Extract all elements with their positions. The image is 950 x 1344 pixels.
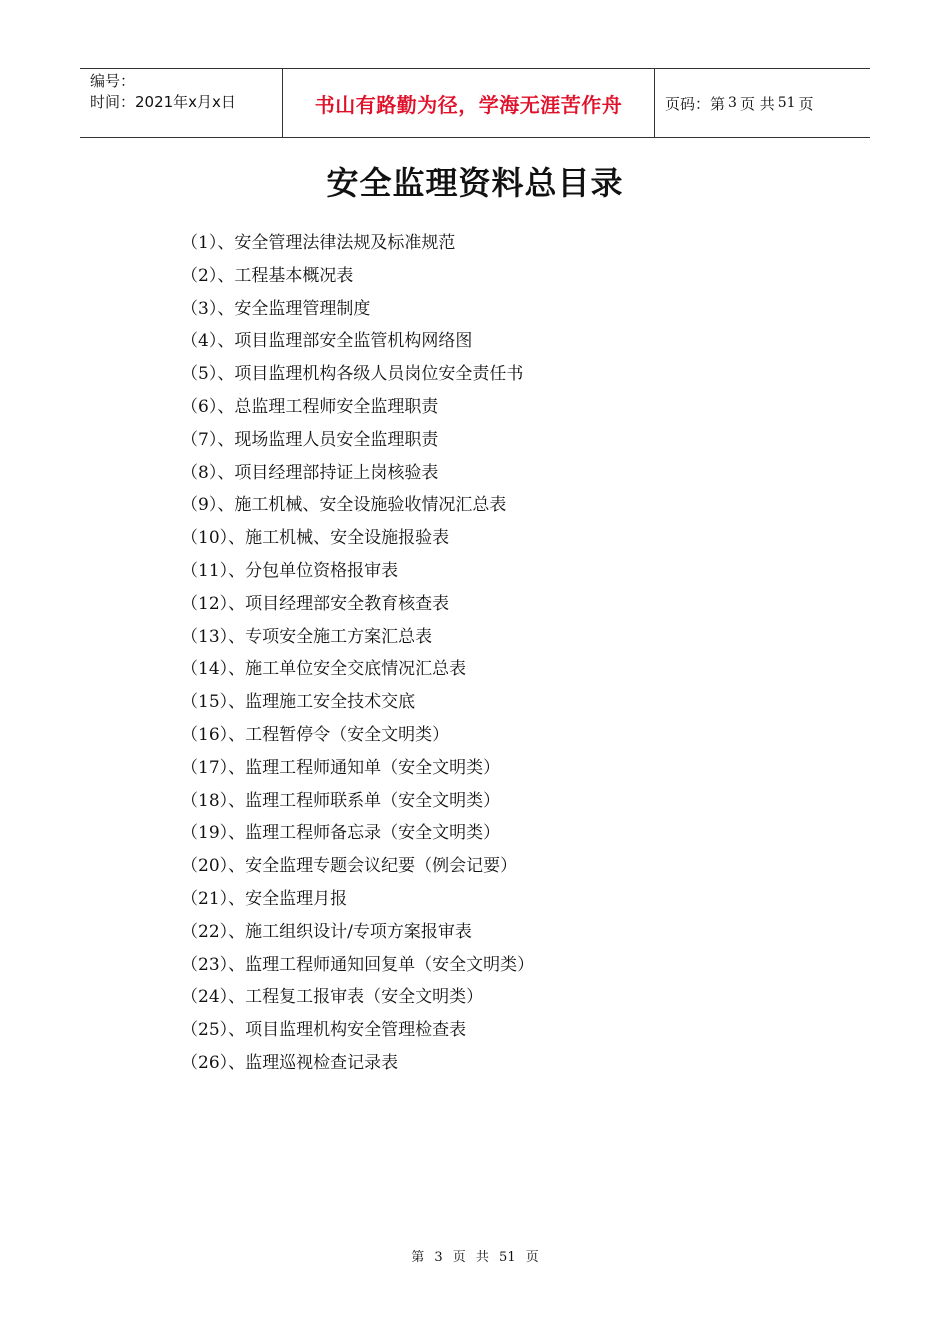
toc-item: （5）、项目监理机构各级人员岗位安全责任书 <box>181 364 524 385</box>
page-title: 安全监理资料总目录 <box>326 164 624 202</box>
toc-item: （20）、安全监理专题会议纪要（例会记要） <box>181 856 518 877</box>
document-date: 时间：2021年x月x日 <box>90 93 236 111</box>
toc-item: （7）、现场监理人员安全监理职责 <box>181 429 439 450</box>
page-label-suffix: 页 <box>798 94 814 113</box>
toc-item: （18）、监理工程师联系单（安全文明类） <box>181 790 501 811</box>
toc-item: （12）、项目经理部安全教育核查表 <box>181 593 450 614</box>
toc-item: （3）、安全监理管理制度 <box>181 298 371 319</box>
toc-item: （24）、工程复工报审表（安全文明类） <box>181 987 484 1008</box>
page-total: 51 <box>777 95 796 111</box>
toc-item: （21）、安全监理月报 <box>181 888 348 909</box>
toc-item: （2）、工程基本概况表 <box>181 265 354 286</box>
page-label-prefix: 页码：第 <box>665 94 726 113</box>
table-of-contents <box>181 228 534 1081</box>
document-number-label: 编号： <box>90 72 136 90</box>
toc-item: （4）、项目监理部安全监管机构网络图 <box>181 331 473 352</box>
toc-item: （1）、安全管理法律法规及标准规范 <box>181 233 456 253</box>
header-meta <box>80 69 282 137</box>
toc-item: （26）、监理巡视检查记录表 <box>181 1052 399 1073</box>
toc-item: （8）、项目经理部持证上岗核验表 <box>181 462 439 483</box>
toc-item: （15）、监理施工安全技术交底 <box>181 692 416 713</box>
toc-item: （22）、施工组织设计/专项方案报审表 <box>181 921 472 942</box>
header-motto: 书山有路勤为径，学海无涯苦作舟 <box>282 69 655 137</box>
toc-item: （11）、分包单位资格报审表 <box>181 560 399 581</box>
document-header <box>80 68 870 138</box>
toc-item: （6）、总监理工程师安全监理职责 <box>181 396 439 417</box>
toc-item: （23）、监理工程师通知回复单（安全文明类） <box>181 954 535 975</box>
toc-item: （14）、施工单位安全交底情况汇总表 <box>181 659 467 680</box>
toc-item: （25）、项目监理机构安全管理检查表 <box>181 1020 467 1041</box>
toc-item: （19）、监理工程师备忘录（安全文明类） <box>181 823 501 844</box>
page-footer: 第 3 页 共 51 页 <box>411 1250 539 1265</box>
page-label-mid: 页 共 <box>739 94 775 113</box>
toc-item: （16）、工程暂停令（安全文明类） <box>181 724 450 745</box>
toc-item: （9）、施工机械、安全设施验收情况汇总表 <box>181 495 507 516</box>
toc-item: （10）、施工机械、安全设施报验表 <box>181 528 450 549</box>
toc-item: （13）、专项安全施工方案汇总表 <box>181 626 433 647</box>
header-page-info <box>655 69 870 137</box>
page-current: 3 <box>728 95 737 111</box>
toc-item: （17）、监理工程师通知单（安全文明类） <box>181 757 501 778</box>
